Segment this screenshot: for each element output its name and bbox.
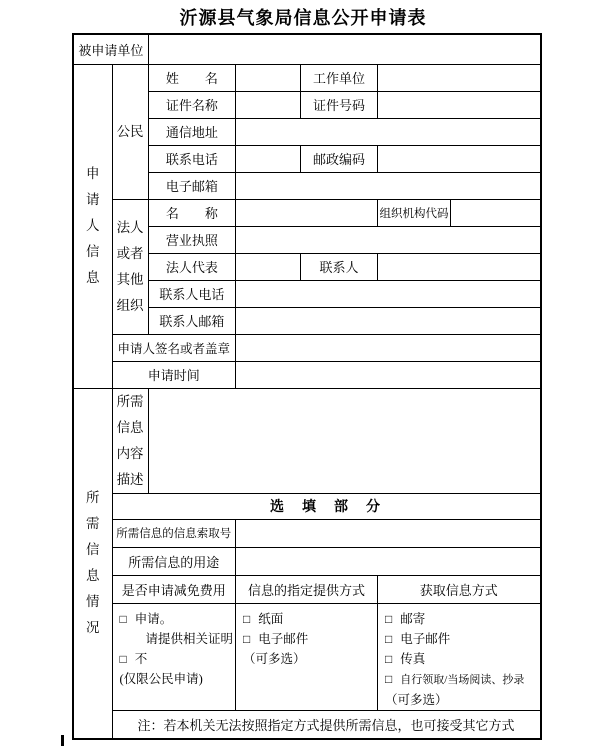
contact-value[interactable] (378, 253, 541, 280)
checkbox-icon[interactable]: □ (243, 611, 251, 626)
note-row (73, 710, 541, 739)
postcode-label: 邮政编码 (301, 145, 378, 172)
obtain-header: 获取信息方式 (378, 575, 541, 603)
signature-value[interactable] (236, 334, 541, 361)
phone-label: 联系电话 (148, 145, 235, 172)
fee-no-option[interactable] (120, 649, 234, 669)
checkbox-icon[interactable]: □ (243, 631, 251, 646)
delivery-options (236, 603, 378, 710)
contact-phone-label: 联系人电话 (148, 280, 235, 307)
delivery-paper-option[interactable] (243, 609, 375, 629)
description-row (73, 388, 541, 493)
applied-unit-label: 被申请单位 (73, 34, 148, 64)
fee-apply-note: 请提供相关证明 (145, 631, 234, 646)
email-label: 电子邮箱 (148, 172, 235, 199)
required-info-section-label: 所需信息情况 (86, 490, 100, 636)
form-title: 沂源县气象局信息公开申请表 (179, 8, 427, 28)
address-label: 通信地址 (148, 118, 235, 145)
delivery-multi-note: （可多选） (243, 651, 306, 666)
citizen-group-label: 公民 (116, 123, 144, 139)
index-number-label: 所需信息的信息索取号 (112, 519, 236, 547)
id-name-label: 证件名称 (148, 91, 235, 118)
org-name-row (73, 199, 541, 226)
obtain-fax-option[interactable] (385, 649, 538, 669)
contact-phone-value[interactable] (236, 280, 541, 307)
purpose-row (73, 547, 541, 575)
citizen-name-row (73, 64, 541, 91)
optional-section-header: 选 填 部 分 (112, 493, 541, 519)
index-number-value[interactable] (236, 519, 541, 547)
id-name-value[interactable] (236, 91, 301, 118)
signature-label: 申请人签名或者盖章 (112, 334, 236, 361)
org-code-label: 组织机构代码 (378, 199, 451, 226)
apply-time-value[interactable] (236, 361, 541, 388)
fee-apply-option[interactable] (120, 609, 234, 629)
work-unit-value[interactable] (378, 64, 541, 91)
text-cursor-artifact (61, 735, 64, 746)
purpose-label: 所需信息的用途 (112, 547, 236, 575)
license-value[interactable] (236, 226, 541, 253)
contact-email-value[interactable] (236, 307, 541, 334)
checkbox-icon[interactable]: □ (385, 611, 393, 626)
postcode-value[interactable] (378, 145, 541, 172)
application-form-table (72, 33, 542, 740)
citizen-group-cell (112, 64, 148, 199)
delivery-email-option[interactable] (243, 629, 375, 649)
checkbox-icon[interactable]: □ (119, 611, 127, 626)
obtain-email-option[interactable] (385, 629, 538, 649)
applied-unit-row (73, 34, 541, 64)
description-label: 所需信息内容描述 (116, 393, 144, 487)
license-label: 营业执照 (148, 226, 235, 253)
id-number-label: 证件号码 (301, 91, 378, 118)
delivery-email-label: 电子邮件 (258, 631, 309, 646)
email-value[interactable] (236, 172, 541, 199)
applied-unit-value[interactable] (148, 34, 540, 64)
contact-label: 联系人 (301, 253, 378, 280)
obtain-email-label: 电子邮件 (400, 631, 451, 646)
checkbox-icon[interactable]: □ (385, 631, 393, 646)
obtain-fax-label: 传真 (400, 651, 426, 666)
representative-label: 法人代表 (148, 253, 235, 280)
organization-group-cell (112, 199, 148, 334)
applicant-section-label: 申请人信息 (86, 166, 100, 285)
options-row (73, 603, 541, 710)
org-name-value[interactable] (236, 199, 378, 226)
obtain-multi-note: （可多选） (385, 692, 448, 707)
note-text: 注：若本机关无法按照指定方式提供所需信息，也可接受其它方式 (112, 710, 541, 739)
obtain-mail-option[interactable] (385, 609, 538, 629)
checkbox-icon[interactable]: □ (385, 651, 393, 666)
organization-group-label: 法人或者其他组织 (116, 219, 144, 313)
id-number-value[interactable] (378, 91, 541, 118)
address-value[interactable] (236, 118, 541, 145)
org-code-value[interactable] (451, 199, 541, 226)
obtain-self-label: 自行领取/当场阅读、抄录 (400, 673, 525, 686)
name-value[interactable] (236, 64, 301, 91)
purpose-value[interactable] (236, 547, 541, 575)
obtain-mail-label: 邮寄 (400, 611, 426, 626)
fee-no-label: 不 (134, 651, 148, 666)
signature-row (73, 334, 541, 361)
applicant-section-cell (73, 64, 112, 388)
fee-waiver-header: 是否申请减免费用 (112, 575, 236, 603)
fee-apply-label: 申请。 (134, 611, 173, 626)
delivery-paper-label: 纸面 (258, 611, 284, 626)
org-name-label: 名 称 (148, 199, 235, 226)
fee-waiver-options (112, 603, 236, 710)
apply-time-row (73, 361, 541, 388)
representative-value[interactable] (236, 253, 301, 280)
required-info-section-cell (73, 388, 112, 739)
obtain-self-option[interactable] (385, 669, 538, 690)
checkbox-icon[interactable]: □ (385, 671, 393, 686)
name-label: 姓 名 (148, 64, 235, 91)
index-number-row (73, 519, 541, 547)
description-label-cell (112, 388, 148, 493)
apply-time-label: 申请时间 (112, 361, 236, 388)
fee-restriction-note: (仅限公民申请) (119, 671, 203, 686)
optional-header-row (73, 493, 541, 519)
phone-value[interactable] (236, 145, 301, 172)
checkbox-icon[interactable]: □ (119, 651, 127, 666)
obtain-options (378, 603, 541, 710)
options-header-row (73, 575, 541, 603)
delivery-header: 信息的指定提供方式 (236, 575, 378, 603)
description-value[interactable] (148, 388, 540, 493)
contact-email-label: 联系人邮箱 (148, 307, 235, 334)
work-unit-label: 工作单位 (301, 64, 378, 91)
